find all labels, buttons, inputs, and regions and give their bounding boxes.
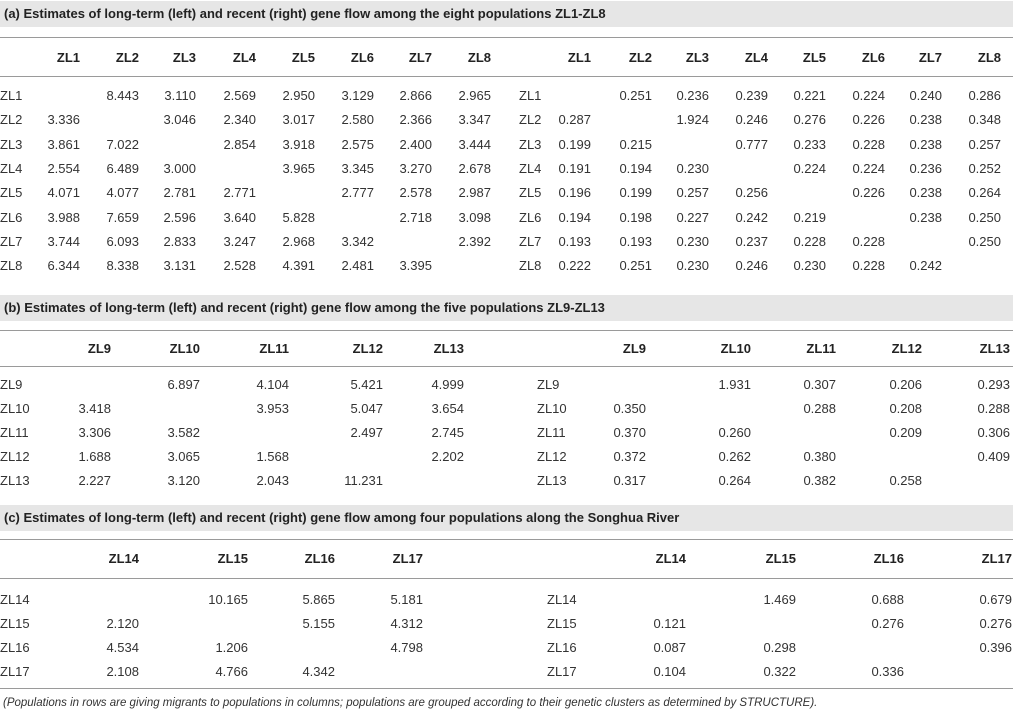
table-cell: 3.918	[282, 136, 315, 152]
table-cell: 0.382	[803, 473, 836, 488]
table-cell: 3.017	[282, 112, 315, 128]
table-cell: 0.230	[676, 160, 709, 176]
table-cell: 2.987	[458, 185, 491, 201]
column-header: ZL2	[628, 50, 652, 65]
table-cell: 3.345	[341, 160, 374, 176]
table-cell: 2.580	[341, 112, 374, 128]
table-cell: 0.286	[968, 88, 1001, 103]
table-cell: 3.347	[458, 112, 491, 128]
table-cell: 6.897	[167, 377, 200, 392]
row-label: ZL12	[537, 449, 567, 464]
row-label: ZL15	[0, 616, 30, 631]
column-header: ZL1	[56, 50, 80, 65]
table-cell: 3.270	[399, 160, 432, 176]
table-cell: 0.287	[558, 112, 591, 128]
row-label: ZL6	[0, 209, 23, 225]
table-cell: 0.224	[852, 88, 885, 103]
row-label: ZL5	[519, 185, 542, 201]
table-cell: 0.227	[676, 209, 709, 225]
table-cell: 2.108	[106, 664, 139, 679]
table-cell: 0.215	[619, 136, 652, 152]
table-cell: 0.372	[613, 449, 646, 464]
table-cell: 1.206	[215, 640, 248, 655]
table-cell: 0.257	[676, 185, 709, 201]
table-cell: 0.396	[979, 640, 1012, 655]
column-header: ZL1	[567, 50, 591, 65]
table-cell: 5.181	[390, 592, 423, 607]
table-cell: 5.421	[350, 377, 383, 392]
table-cell: 0.322	[763, 664, 796, 679]
table-cell: 0.104	[653, 664, 686, 679]
table-rule	[0, 76, 1013, 77]
section-title: (a) Estimates of long-term (left) and recent (right) gene flow among the eight populations ZL1-ZL8	[0, 1, 1013, 27]
row-label: ZL7	[519, 233, 542, 249]
table-cell: 4.071	[47, 185, 80, 201]
table-cell: 2.497	[350, 425, 383, 440]
table-cell: 0.288	[977, 401, 1010, 416]
table-cell: 8.443	[106, 88, 139, 103]
table-cell: 5.047	[350, 401, 383, 416]
table-cell: 1.688	[78, 449, 111, 464]
column-header: ZL16	[873, 551, 904, 566]
table-cell: 2.718	[399, 209, 432, 225]
column-header: ZL2	[115, 50, 139, 65]
table-cell: 0.222	[558, 258, 591, 274]
table-cell: 2.596	[163, 209, 196, 225]
row-label: ZL11	[537, 425, 566, 440]
row-label: ZL3	[519, 136, 542, 152]
table-cell: 0.239	[735, 88, 768, 103]
table-cell: 3.120	[167, 473, 200, 488]
table-cell: 0.370	[613, 425, 646, 440]
table-cell: 2.481	[341, 258, 374, 274]
table-cell: 0.194	[558, 209, 591, 225]
column-header: ZL7	[918, 50, 942, 65]
row-label: ZL16	[0, 640, 30, 655]
table-cell: 0.196	[558, 185, 591, 201]
table-cell: 3.418	[78, 401, 111, 416]
column-header: ZL8	[467, 50, 491, 65]
table-cell: 0.298	[763, 640, 796, 655]
table-cell: 0.380	[803, 449, 836, 464]
table-cell: 11.231	[344, 473, 383, 488]
row-label: ZL4	[519, 160, 542, 176]
table-cell: 0.336	[871, 664, 904, 679]
table-cell: 4.534	[106, 640, 139, 655]
table-cell: 0.688	[871, 592, 904, 607]
row-label: ZL12	[0, 449, 30, 464]
table-cell: 5.828	[282, 209, 315, 225]
table-cell: 0.224	[793, 160, 826, 176]
table-cell: 1.931	[718, 377, 751, 392]
column-header: ZL13	[979, 341, 1010, 356]
column-header: ZL3	[172, 50, 196, 65]
table-cell: 0.194	[619, 160, 652, 176]
table-cell: 0.236	[676, 88, 709, 103]
table-cell: 0.221	[793, 88, 826, 103]
table-cell: 7.659	[106, 209, 139, 225]
table-cell: 10.165	[208, 592, 248, 607]
table-cell: 0.348	[968, 112, 1001, 128]
table-cell: 3.640	[223, 209, 256, 225]
row-label: ZL2	[519, 112, 542, 128]
table-cell: 0.226	[852, 185, 885, 201]
table-cell: 5.865	[302, 592, 335, 607]
row-label: ZL8	[0, 258, 23, 274]
table-footnote: (Populations in rows are giving migrants to populations in columns; populations are grouped according to their genetic clusters as determined by STRUCTURE).	[3, 697, 818, 709]
table-cell: 0.307	[803, 377, 836, 392]
table-cell: 3.861	[47, 136, 80, 152]
table-cell: 0.276	[793, 112, 826, 128]
table-cell: 0.087	[653, 640, 686, 655]
column-header: ZL17	[392, 551, 423, 566]
table-cell: 3.129	[341, 88, 374, 103]
table-cell: 4.766	[215, 664, 248, 679]
column-header: ZL16	[304, 551, 335, 566]
table-cell: 2.678	[458, 160, 491, 176]
table-cell: 0.233	[793, 136, 826, 152]
table-cell: 3.654	[431, 401, 464, 416]
table-cell: 0.276	[979, 616, 1012, 631]
table-cell: 2.202	[431, 449, 464, 464]
table-cell: 6.489	[106, 160, 139, 176]
column-header: ZL14	[108, 551, 139, 566]
column-header: ZL10	[720, 341, 751, 356]
column-header: ZL11	[806, 341, 836, 356]
column-header: ZL14	[655, 551, 686, 566]
table-cell: 8.338	[106, 258, 139, 274]
column-header: ZL4	[232, 50, 256, 65]
table-cell: 2.528	[223, 258, 256, 274]
table-cell: 2.777	[341, 185, 374, 201]
table-cell: 3.065	[167, 449, 200, 464]
table-cell: 3.000	[163, 160, 196, 176]
table-cell: 0.230	[676, 233, 709, 249]
table-cell: 4.104	[256, 377, 289, 392]
table-cell: 0.257	[968, 136, 1001, 152]
table-rule	[0, 578, 1013, 579]
row-label: ZL9	[0, 377, 23, 392]
table-cell: 0.242	[909, 258, 942, 274]
table-cell: 3.131	[163, 258, 196, 274]
table-rule	[0, 330, 1013, 331]
table-cell: 4.391	[282, 258, 315, 274]
column-header: ZL8	[977, 50, 1001, 65]
column-header: ZL5	[802, 50, 826, 65]
row-label: ZL7	[0, 233, 23, 249]
column-header: ZL3	[685, 50, 709, 65]
section-title: (c) Estimates of long-term (left) and recent (right) gene flow among four populations along the Songhua River	[0, 505, 1013, 531]
table-cell: 0.240	[909, 88, 942, 103]
table-cell: 0.193	[619, 233, 652, 249]
table-cell: 2.968	[282, 233, 315, 249]
table-cell: 1.469	[763, 592, 796, 607]
table-cell: 2.771	[223, 185, 256, 201]
column-header: ZL6	[350, 50, 374, 65]
table-cell: 6.093	[106, 233, 139, 249]
table-cell: 0.199	[619, 185, 652, 201]
row-label: ZL5	[0, 185, 23, 201]
table-cell: 2.575	[341, 136, 374, 152]
table-cell: 0.251	[619, 88, 652, 103]
table-cell: 0.317	[613, 473, 646, 488]
table-bottom-rule	[0, 688, 1013, 689]
column-header: ZL4	[744, 50, 768, 65]
row-label: ZL11	[0, 425, 29, 440]
table-cell: 2.366	[399, 112, 432, 128]
column-header: ZL6	[861, 50, 885, 65]
table-cell: 7.022	[106, 136, 139, 152]
table-cell: 0.262	[718, 449, 751, 464]
column-header: ZL7	[408, 50, 432, 65]
table-cell: 0.238	[909, 185, 942, 201]
table-cell: 4.999	[431, 377, 464, 392]
table-cell: 2.745	[431, 425, 464, 440]
table-cell: 2.227	[78, 473, 111, 488]
table-cell: 0.276	[871, 616, 904, 631]
row-label: ZL10	[537, 401, 567, 416]
table-cell: 2.569	[223, 88, 256, 103]
table-cell: 2.400	[399, 136, 432, 152]
table-cell: 3.306	[78, 425, 111, 440]
table-cell: 3.110	[164, 88, 196, 103]
table-cell: 3.247	[223, 233, 256, 249]
table-cell: 0.251	[619, 258, 652, 274]
column-header: ZL10	[169, 341, 200, 356]
table-cell: 0.219	[793, 209, 826, 225]
column-header: ZL17	[981, 551, 1012, 566]
column-header: ZL9	[622, 341, 646, 356]
table-cell: 0.193	[558, 233, 591, 249]
table-cell: 0.238	[909, 136, 942, 152]
column-header: ZL9	[87, 341, 111, 356]
table-cell: 4.798	[390, 640, 423, 655]
table-cell: 2.578	[399, 185, 432, 201]
table-cell: 3.953	[256, 401, 289, 416]
table-cell: 0.242	[735, 209, 768, 225]
table-cell: 0.306	[977, 425, 1010, 440]
table-cell: 3.336	[47, 112, 80, 128]
table-cell: 2.120	[106, 616, 139, 631]
table-cell: 3.395	[399, 258, 432, 274]
table-cell: 0.228	[852, 258, 885, 274]
table-rule	[0, 539, 1013, 540]
row-label: ZL17	[547, 664, 577, 679]
table-cell: 0.206	[889, 377, 922, 392]
table-cell: 0.228	[793, 233, 826, 249]
column-header: ZL11	[259, 341, 289, 356]
table-cell: 0.679	[979, 592, 1012, 607]
table-cell: 0.246	[735, 258, 768, 274]
table-cell: 1.924	[676, 112, 709, 128]
table-cell: 0.777	[735, 136, 768, 152]
table-rule	[0, 366, 1013, 367]
table-cell: 1.568	[256, 449, 289, 464]
row-label: ZL14	[0, 592, 30, 607]
table-cell: 2.340	[223, 112, 256, 128]
table-cell: 6.344	[47, 258, 80, 274]
table-cell: 4.077	[106, 185, 139, 201]
row-label: ZL6	[519, 209, 542, 225]
table-cell: 0.209	[889, 425, 922, 440]
row-label: ZL9	[537, 377, 560, 392]
table-cell: 3.988	[47, 209, 80, 225]
table-cell: 2.392	[458, 233, 491, 249]
column-header: ZL15	[217, 551, 248, 566]
table-cell: 0.293	[977, 377, 1010, 392]
table-cell: 3.444	[458, 136, 491, 152]
table-cell: 0.260	[718, 425, 751, 440]
row-label: ZL4	[0, 160, 23, 176]
table-cell: 0.199	[558, 136, 591, 152]
table-cell: 0.246	[735, 112, 768, 128]
table-cell: 3.046	[163, 112, 196, 128]
table-cell: 0.252	[968, 160, 1001, 176]
table-cell: 0.230	[793, 258, 826, 274]
row-label: ZL13	[537, 473, 567, 488]
table-cell: 2.950	[282, 88, 315, 103]
row-label: ZL17	[0, 664, 30, 679]
table-cell: 0.121	[653, 616, 686, 631]
table-cell: 0.226	[852, 112, 885, 128]
table-cell: 0.191	[558, 160, 591, 176]
table-cell: 4.342	[302, 664, 335, 679]
table-cell: 3.744	[47, 233, 80, 249]
row-label: ZL13	[0, 473, 30, 488]
table-cell: 0.264	[718, 473, 751, 488]
table-cell: 0.230	[676, 258, 709, 274]
table-cell: 0.288	[803, 401, 836, 416]
row-label: ZL1	[519, 88, 542, 103]
row-label: ZL10	[0, 401, 30, 416]
row-label: ZL1	[0, 88, 23, 103]
table-cell: 2.043	[256, 473, 289, 488]
table-cell: 5.155	[302, 616, 335, 631]
row-label: ZL16	[547, 640, 577, 655]
row-label: ZL15	[547, 616, 577, 631]
column-header: ZL13	[433, 341, 464, 356]
table-cell: 0.264	[968, 185, 1001, 201]
table-cell: 2.854	[223, 136, 256, 152]
table-rule	[0, 37, 1013, 38]
row-label: ZL2	[0, 112, 23, 128]
table-cell: 2.781	[163, 185, 196, 201]
table-cell: 0.250	[968, 233, 1001, 249]
table-cell: 3.582	[167, 425, 200, 440]
row-label: ZL3	[0, 136, 23, 152]
table-cell: 0.237	[735, 233, 768, 249]
table-cell: 2.554	[47, 160, 80, 176]
table-cell: 0.198	[619, 209, 652, 225]
table-cell: 0.256	[735, 185, 768, 201]
column-header: ZL15	[765, 551, 796, 566]
section-title: (b) Estimates of long-term (left) and recent (right) gene flow among the five populations ZL9-ZL13	[0, 295, 1013, 321]
table-cell: 3.098	[458, 209, 491, 225]
table-cell: 0.236	[909, 160, 942, 176]
table-cell: 0.238	[909, 209, 942, 225]
column-header: ZL12	[891, 341, 922, 356]
table-cell: 0.228	[852, 233, 885, 249]
column-header: ZL12	[352, 341, 383, 356]
table-cell: 4.312	[390, 616, 423, 631]
table-cell: 3.342	[341, 233, 374, 249]
row-label: ZL14	[547, 592, 577, 607]
row-label: ZL8	[519, 258, 542, 274]
table-cell: 2.965	[458, 88, 491, 103]
table-cell: 0.208	[889, 401, 922, 416]
table-cell: 2.866	[399, 88, 432, 103]
table-cell: 0.238	[909, 112, 942, 128]
table-cell: 0.228	[852, 136, 885, 152]
table-cell: 0.409	[977, 449, 1010, 464]
table-cell: 0.224	[852, 160, 885, 176]
table-cell: 0.258	[889, 473, 922, 488]
table-cell: 0.250	[968, 209, 1001, 225]
table-cell: 2.833	[163, 233, 196, 249]
table-cell: 3.965	[282, 160, 315, 176]
table-cell: 0.350	[613, 401, 646, 416]
column-header: ZL5	[291, 50, 315, 65]
